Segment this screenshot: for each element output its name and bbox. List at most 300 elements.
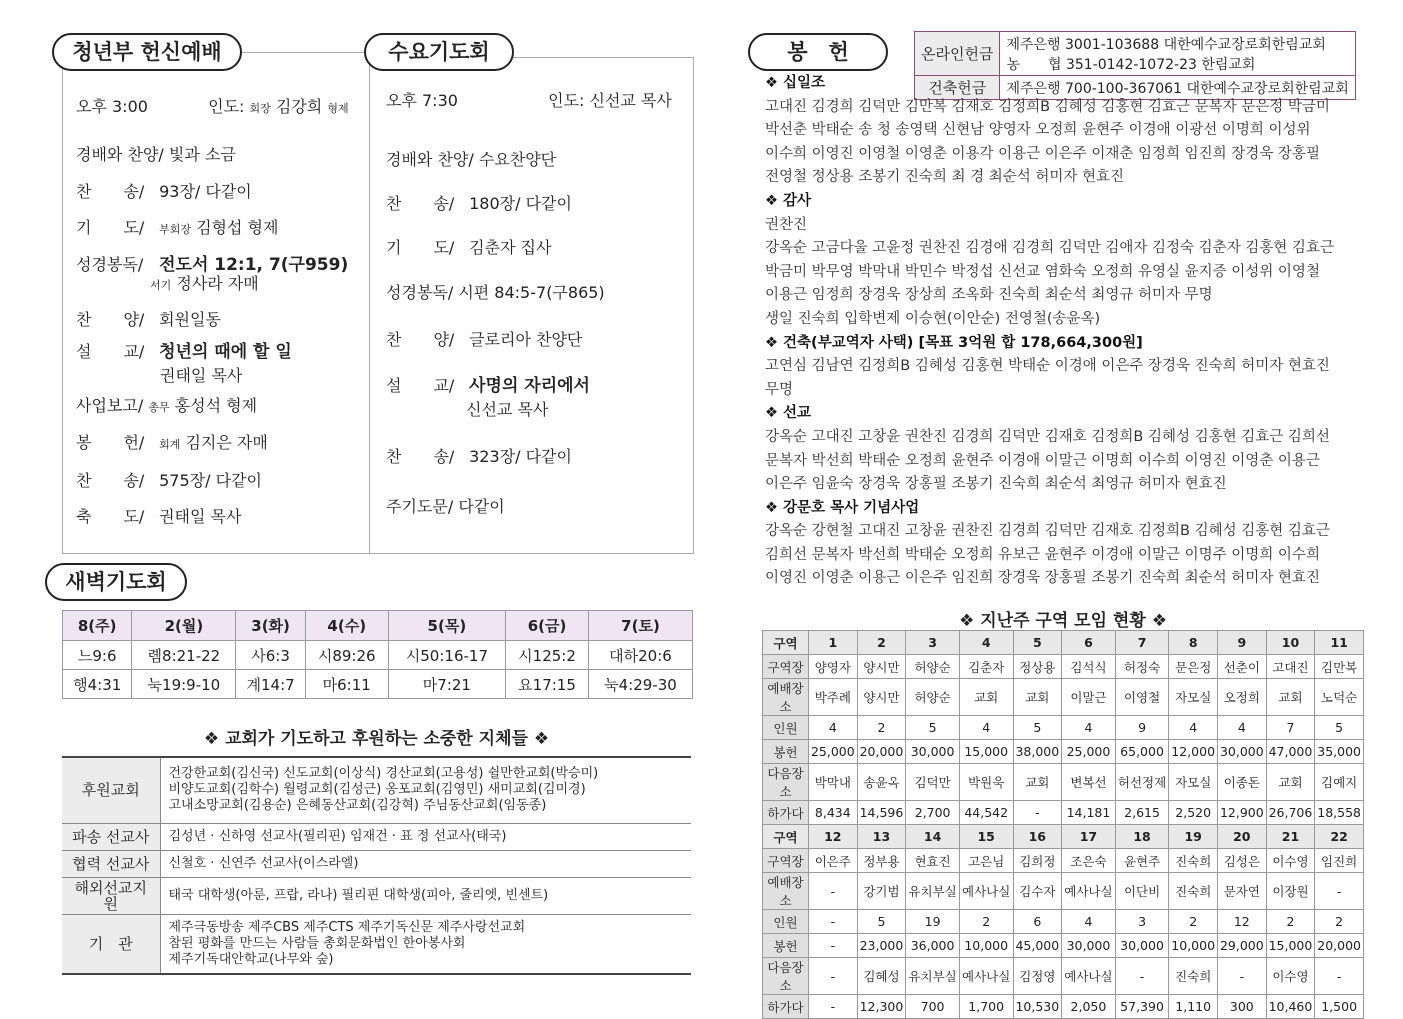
district-cell: - bbox=[1115, 958, 1169, 995]
district-cell: 김덕만 bbox=[906, 764, 960, 801]
verse-cell: 대하20:6 bbox=[588, 641, 692, 670]
verse-cell: 시125:2 bbox=[506, 641, 589, 670]
item-label: 찬 양/ bbox=[386, 330, 455, 349]
district-cell: 이수영 bbox=[1266, 958, 1315, 995]
support-row bbox=[62, 877, 691, 914]
name-line: 권찬진 bbox=[765, 216, 808, 233]
district-cell: 12,300 bbox=[857, 995, 906, 1019]
district-row-label: 구역장 bbox=[763, 655, 809, 679]
verse-cell: 행4:31 bbox=[63, 670, 132, 699]
youth-item bbox=[76, 255, 348, 275]
support-key: 해외선교지원 bbox=[62, 877, 160, 914]
district-cell: - bbox=[809, 995, 858, 1019]
wed-item-sub bbox=[466, 400, 548, 420]
district-cell: 10,530 bbox=[1013, 995, 1062, 1019]
district-cell: 9 bbox=[1115, 716, 1169, 740]
district-cell: 38,000 bbox=[1013, 740, 1062, 764]
name-line: 문복자 박선희 박태순 오정희 윤현주 이경애 이말근 이명희 이수희 이영진 이영춘 이용근 bbox=[765, 452, 1320, 469]
day-cell: 2(월) bbox=[132, 611, 236, 641]
district-cell: 5 bbox=[1013, 631, 1062, 655]
district-cell: 자모실 bbox=[1169, 679, 1218, 716]
item-value: 575장/ 다같이 bbox=[159, 471, 262, 490]
wed-item bbox=[386, 238, 551, 258]
item-label: 설 교/ bbox=[386, 376, 455, 395]
district-cell: 19 bbox=[906, 910, 960, 934]
item-value: 권태일 목사 bbox=[159, 507, 242, 526]
name-line: 고대진 김경희 김덕만 김만복 김재호 김정희B 김혜성 김홍현 김효근 문복자 문은정 박금미 bbox=[765, 98, 1330, 115]
district-cell: 1,110 bbox=[1169, 995, 1218, 1019]
dawn-row bbox=[63, 641, 693, 670]
district-cell: 36,000 bbox=[906, 934, 960, 958]
item-value: 323장/ 다같이 bbox=[469, 447, 572, 466]
district-cell: 양시만 bbox=[857, 655, 906, 679]
youth-leader-prefix: 인도: bbox=[208, 97, 245, 116]
district-cell: 2 bbox=[1315, 910, 1364, 934]
section-heading: ❖ 건축(부교역자 사택) [목표 3억원 합 178,664,300원] bbox=[765, 334, 1143, 351]
district-cell: 2 bbox=[1169, 910, 1218, 934]
district-cell: 13 bbox=[857, 825, 906, 849]
item-label: 축 도/ bbox=[76, 507, 145, 526]
district-cell: 700 bbox=[906, 995, 960, 1019]
item-role: 회계 bbox=[159, 438, 181, 451]
support-line: 김성년 · 신하영 선교사(필리핀) 임재건 · 표 정 선교사(태국) bbox=[160, 823, 691, 850]
district-cell: 임진희 bbox=[1315, 849, 1364, 873]
verse-cell: 시89:26 bbox=[305, 641, 388, 670]
name-line: 이영진 이영춘 이용근 이은주 임진희 장경욱 장홍필 조봉기 진숙희 최순석 허미자 현효진 bbox=[765, 570, 1320, 587]
sermon-title: 사명의 자리에서 bbox=[469, 376, 590, 396]
name-line: 이용근 임정희 장경욱 장상희 조옥화 진숙희 최순석 최영규 허미자 무명 bbox=[765, 287, 1213, 304]
district-cell: 30,000 bbox=[1062, 934, 1116, 958]
district-cell: 12,000 bbox=[1169, 740, 1218, 764]
verse-cell: 눅19:9-10 bbox=[132, 670, 236, 699]
district-cell: 김만복 bbox=[1315, 655, 1364, 679]
sermon-title: 청년의 때에 할 일 bbox=[159, 342, 292, 362]
youth-item bbox=[76, 310, 221, 330]
row-hagada bbox=[763, 995, 1364, 1019]
district-cell: 양영자 bbox=[809, 655, 858, 679]
support-line: 참된 평화를 만드는 사람들 총회문화법인 한아봉사회 bbox=[168, 935, 466, 951]
district-cell: 10 bbox=[1266, 631, 1315, 655]
district-cell: 2 bbox=[857, 631, 906, 655]
support-key: 기 관 bbox=[62, 914, 160, 974]
district-cell: 15 bbox=[959, 825, 1013, 849]
row-hagada bbox=[763, 801, 1364, 825]
verse-cell: 눅4:29-30 bbox=[588, 670, 692, 699]
district-cell: 16 bbox=[1013, 825, 1062, 849]
district-cell: 이은주 bbox=[809, 849, 858, 873]
name-line: 강옥순 강현철 고대진 고창윤 권찬진 김경희 김덕만 김재호 김정희B 김혜성 김홍현 김효근 bbox=[765, 523, 1330, 540]
row-place bbox=[763, 873, 1364, 910]
district-row-label: 인원 bbox=[763, 910, 809, 934]
youth-title: 청년부 헌신예배 bbox=[52, 33, 242, 71]
row-place bbox=[763, 679, 1364, 716]
district-cell: 8 bbox=[1169, 631, 1218, 655]
item-value: 권태일 목사 bbox=[160, 366, 243, 385]
wed-box bbox=[369, 57, 694, 554]
district-cell: 김석식 bbox=[1062, 655, 1116, 679]
district-cell: 이말근 bbox=[1062, 679, 1116, 716]
support-values bbox=[160, 914, 691, 974]
youth-leader-suffix: 형제 bbox=[327, 102, 349, 115]
district-cell: 20 bbox=[1218, 825, 1267, 849]
item-label: 설 교/ bbox=[76, 342, 145, 361]
youth-item bbox=[76, 433, 268, 455]
district-cell: 12,900 bbox=[1218, 801, 1267, 825]
district-cell: 2 bbox=[857, 716, 906, 740]
wed-item bbox=[386, 497, 505, 517]
offering-sections bbox=[765, 72, 1365, 591]
youth-time: 오후 3:00 bbox=[76, 97, 148, 116]
district-row-label: 봉헌 bbox=[763, 740, 809, 764]
item-value: 김지은 자매 bbox=[185, 433, 268, 452]
district-cell: 6 bbox=[1013, 910, 1062, 934]
district-cell: 20,000 bbox=[1315, 934, 1364, 958]
district-row-label: 구역장 bbox=[763, 849, 809, 873]
verse-cell: 사6:3 bbox=[236, 641, 305, 670]
district-cell: 44,542 bbox=[959, 801, 1013, 825]
district-cell: 10,000 bbox=[959, 934, 1013, 958]
item-value: 전도서 12:1, 7(구959) bbox=[159, 255, 349, 275]
district-cell: 5 bbox=[906, 716, 960, 740]
offering-title: 봉 헌 bbox=[748, 33, 888, 71]
name-line: 전영철 정상용 조봉기 진숙희 최 경 최순석 허미자 현효진 bbox=[765, 169, 1125, 186]
youth-item-sub bbox=[160, 366, 242, 386]
item-value: 글로리아 찬양단 bbox=[469, 330, 583, 349]
section-heading: ❖ 선교 bbox=[765, 405, 812, 422]
district-cell: 진숙희 bbox=[1169, 849, 1218, 873]
district-cell: 25,000 bbox=[1062, 740, 1116, 764]
district-cell: 2,050 bbox=[1062, 995, 1116, 1019]
district-cell: 5 bbox=[1013, 716, 1062, 740]
district-cell: 이단비 bbox=[1115, 873, 1169, 910]
name-line: 박금미 박무영 박막내 박민수 박정섭 신선교 염화숙 오정희 유영실 윤지증 이성위 이영철 bbox=[765, 263, 1320, 280]
item-value: 홍성석 형제 bbox=[174, 396, 258, 415]
item-label: 봉 헌/ bbox=[76, 433, 145, 452]
district-cell: 4 bbox=[809, 716, 858, 740]
wed-item bbox=[386, 283, 605, 303]
district-cell: 35,000 bbox=[1315, 740, 1364, 764]
district-cell: 1,700 bbox=[959, 995, 1013, 1019]
youth-item bbox=[76, 342, 292, 362]
district-row-label: 구역 bbox=[763, 825, 809, 849]
district-cell: 김희정 bbox=[1013, 849, 1062, 873]
item-label: 찬 송/ bbox=[76, 471, 145, 490]
district-cell: 노덕순 bbox=[1315, 679, 1364, 716]
district-cell: 강기범 bbox=[857, 873, 906, 910]
district-cell: 65,000 bbox=[1115, 740, 1169, 764]
item-value: 빛과 소금 bbox=[168, 145, 236, 164]
day-cell: 3(화) bbox=[236, 611, 305, 641]
support-table bbox=[62, 756, 691, 975]
district-cell: 14 bbox=[906, 825, 960, 849]
verse-cell: 마7:21 bbox=[388, 670, 505, 699]
district-row-label: 봉헌 bbox=[763, 934, 809, 958]
account-line: 농 협 351-0142-1072-23 한림교회 bbox=[1006, 56, 1256, 73]
district-cell: - bbox=[809, 958, 858, 995]
district-cell: 허선정제 bbox=[1115, 764, 1169, 801]
district-cell: 17 bbox=[1062, 825, 1116, 849]
district-cell: 문자연 bbox=[1218, 873, 1267, 910]
district-cell: - bbox=[1218, 958, 1267, 995]
verse-cell: 시50:16-17 bbox=[388, 641, 505, 670]
district-row-label: 예배장소 bbox=[763, 679, 809, 716]
item-label: 성경봉독/ bbox=[76, 255, 144, 274]
support-row bbox=[62, 914, 691, 974]
district-cell: 8,434 bbox=[809, 801, 858, 825]
row-leader bbox=[763, 849, 1364, 873]
support-key: 후원교회 bbox=[62, 757, 160, 823]
district-cell: 2,700 bbox=[906, 801, 960, 825]
day-cell: 7(토) bbox=[588, 611, 692, 641]
youth-item bbox=[76, 507, 241, 527]
day-cell: 4(수) bbox=[305, 611, 388, 641]
wed-time-row bbox=[386, 91, 672, 111]
district-cell: 유치부실 bbox=[906, 958, 960, 995]
district-cell: 19 bbox=[1169, 825, 1218, 849]
district-cell: 1,500 bbox=[1315, 995, 1364, 1019]
district-cell: 예사나실 bbox=[1062, 873, 1116, 910]
item-role: 부회장 bbox=[159, 223, 191, 236]
item-label: 경배와 찬양/ bbox=[76, 145, 164, 164]
section-heading: ❖ 감사 bbox=[765, 192, 812, 209]
item-label: 경배와 찬양/ bbox=[386, 150, 474, 169]
row-leader bbox=[763, 655, 1364, 679]
district-cell: 허정숙 bbox=[1115, 655, 1169, 679]
item-value: 김춘자 집사 bbox=[469, 238, 552, 257]
district-cell: 5 bbox=[1315, 716, 1364, 740]
district-cell: 2 bbox=[1266, 910, 1315, 934]
district-cell: 문은정 bbox=[1169, 655, 1218, 679]
item-role: 서기 bbox=[150, 279, 172, 292]
support-row bbox=[62, 823, 691, 850]
district-cell: 오정희 bbox=[1218, 679, 1267, 716]
district-cell: 교회 bbox=[959, 679, 1013, 716]
district-cell: 박원욱 bbox=[959, 764, 1013, 801]
item-label: 기 도/ bbox=[386, 238, 455, 257]
district-cell: 11 bbox=[1315, 631, 1364, 655]
district-cell: 5 bbox=[857, 910, 906, 934]
district-table bbox=[762, 630, 1364, 1019]
row-count bbox=[763, 910, 1364, 934]
online-accounts bbox=[1000, 32, 1355, 76]
district-cell: 12 bbox=[1218, 910, 1267, 934]
name-line: 강옥순 고금다울 고윤정 권찬진 김경애 김경희 김덕만 김애자 김정숙 김춘자 김홍현 김효근 bbox=[765, 240, 1334, 257]
district-cell: 고은님 bbox=[959, 849, 1013, 873]
dawn-table bbox=[62, 610, 693, 699]
wed-time: 오후 7:30 bbox=[386, 91, 458, 110]
item-value: 김형섭 형제 bbox=[196, 218, 279, 237]
item-label: 성경봉독/ bbox=[386, 283, 454, 302]
support-line: 비양도교회(김학수) 월령교회(김성근) 옹포교회(김영민) 새미교회(김미경) bbox=[168, 782, 586, 798]
support-line: 신철호 · 신연주 선교사(이스라엘) bbox=[160, 850, 691, 877]
item-label: 찬 송/ bbox=[386, 447, 455, 466]
verse-cell: 롐8:21-22 bbox=[132, 641, 236, 670]
district-cell: 26,706 bbox=[1266, 801, 1315, 825]
district-cell: 23,000 bbox=[857, 934, 906, 958]
build-account: 제주은행 700-100-367061 대한예수교장로회한림교회 bbox=[1000, 76, 1355, 100]
district-cell: - bbox=[1315, 958, 1364, 995]
name-line: 박선춘 박태순 송 청 송영택 신현남 양영자 오정희 윤현주 이경애 이광선 이명희 이성위 bbox=[765, 122, 1311, 139]
row-offering bbox=[763, 740, 1364, 764]
youth-item-sub bbox=[150, 274, 259, 296]
support-title: ❖ 교회가 기도하고 후원하는 소중한 지체들 ❖ bbox=[203, 729, 550, 749]
district-cell: 22 bbox=[1315, 825, 1364, 849]
district-cell: 교회 bbox=[1266, 764, 1315, 801]
district-cell: - bbox=[1013, 801, 1062, 825]
wed-item bbox=[386, 376, 590, 396]
district-cell: 변복선 bbox=[1062, 764, 1116, 801]
row-district-no bbox=[763, 631, 1364, 655]
district-cell: 고대진 bbox=[1266, 655, 1315, 679]
dawn-days-row bbox=[63, 611, 693, 641]
district-cell: 이수영 bbox=[1266, 849, 1315, 873]
build-label: 건축헌금 bbox=[915, 76, 1000, 100]
item-role: 총무 bbox=[148, 401, 170, 414]
item-value: 다같이 bbox=[458, 497, 505, 516]
district-cell: 57,390 bbox=[1115, 995, 1169, 1019]
youth-item bbox=[76, 396, 257, 418]
district-cell: 15,000 bbox=[959, 740, 1013, 764]
item-value: 정사라 자매 bbox=[176, 274, 259, 293]
district-cell: 47,000 bbox=[1266, 740, 1315, 764]
district-cell: 양시만 bbox=[857, 679, 906, 716]
district-cell: 30,000 bbox=[1218, 740, 1267, 764]
dawn-title: 새벽기도회 bbox=[45, 563, 187, 601]
item-value: 회원일동 bbox=[159, 310, 221, 329]
district-cell: 교회 bbox=[1013, 764, 1062, 801]
day-cell: 8(주) bbox=[63, 611, 132, 641]
youth-leader-name: 김강희 bbox=[275, 97, 323, 116]
district-cell: 300 bbox=[1218, 995, 1267, 1019]
name-line: 이은주 임윤숙 장경욱 장홍필 조봉기 진숙희 최순석 최영규 허미자 현효진 bbox=[765, 476, 1227, 493]
district-cell: 4 bbox=[959, 631, 1013, 655]
district-cell: 허양순 bbox=[906, 679, 960, 716]
item-label: 사업보고/ bbox=[76, 396, 144, 415]
district-cell: 김정영 bbox=[1013, 958, 1062, 995]
row-offering bbox=[763, 934, 1364, 958]
online-row bbox=[915, 32, 1356, 76]
district-cell: 김춘자 bbox=[959, 655, 1013, 679]
district-cell: 10,000 bbox=[1169, 934, 1218, 958]
district-cell: 18 bbox=[1115, 825, 1169, 849]
item-label: 찬 양/ bbox=[76, 310, 145, 329]
dawn-row bbox=[63, 670, 693, 699]
youth-item bbox=[76, 218, 278, 240]
support-values bbox=[160, 757, 691, 823]
district-row-label: 예배장소 bbox=[763, 873, 809, 910]
district-cell: 진숙희 bbox=[1169, 873, 1218, 910]
support-line: 태국 대학생(아룬, 프랍, 라나) 필리핀 대학생(피아, 줄리엣, 빈센트) bbox=[160, 877, 691, 914]
district-cell: - bbox=[809, 873, 858, 910]
district-cell: 25,000 bbox=[809, 740, 858, 764]
district-cell: 7 bbox=[1266, 716, 1315, 740]
district-cell: - bbox=[809, 934, 858, 958]
district-cell: 허양순 bbox=[906, 655, 960, 679]
district-cell: 유치부실 bbox=[906, 873, 960, 910]
district-cell: 교회 bbox=[1013, 679, 1062, 716]
district-cell: 2,520 bbox=[1169, 801, 1218, 825]
district-cell: 20,000 bbox=[857, 740, 906, 764]
name-line: 무명 bbox=[765, 381, 794, 398]
district-cell: 선춘이 bbox=[1218, 655, 1267, 679]
district-cell: 김수자 bbox=[1013, 873, 1062, 910]
district-cell: 12 bbox=[809, 825, 858, 849]
day-cell: 5(목) bbox=[388, 611, 505, 641]
online-label: 온라인헌금 bbox=[915, 32, 1000, 76]
district-cell: 4 bbox=[1062, 910, 1116, 934]
district-cell: 예사나실 bbox=[1062, 958, 1116, 995]
verse-cell: 계14:7 bbox=[236, 670, 305, 699]
district-cell: 윤현주 bbox=[1115, 849, 1169, 873]
day-cell: 6(금) bbox=[506, 611, 589, 641]
youth-item bbox=[76, 182, 252, 202]
district-row-label: 하가다 bbox=[763, 995, 809, 1019]
district-cell: 30,000 bbox=[906, 740, 960, 764]
wed-leader: 인도: 신선교 목사 bbox=[548, 91, 672, 110]
district-title: ❖ 지난주 구역 모임 현황 ❖ bbox=[959, 611, 1167, 631]
district-cell: 14,181 bbox=[1062, 801, 1116, 825]
section-heading: ❖ 십일조 bbox=[765, 75, 826, 91]
district-cell: 2 bbox=[959, 910, 1013, 934]
support-key: 협력 선교사 bbox=[62, 850, 160, 877]
district-cell: 김혜성 bbox=[857, 958, 906, 995]
district-cell: 정부용 bbox=[857, 849, 906, 873]
district-cell: 조은숙 bbox=[1062, 849, 1116, 873]
district-cell: 김예지 bbox=[1315, 764, 1364, 801]
support-row bbox=[62, 850, 691, 877]
verse-cell: 요17:15 bbox=[506, 670, 589, 699]
row-next-place bbox=[763, 958, 1364, 995]
district-row-label: 하가다 bbox=[763, 801, 809, 825]
support-row bbox=[62, 757, 691, 823]
support-line: 제주기독대안학교(나무와 숲) bbox=[168, 951, 334, 967]
name-line: 김희선 문복자 박선희 박태순 오정희 유보근 윤현주 이경애 이말근 이명주 이명희 이수희 bbox=[765, 546, 1320, 563]
wed-item bbox=[386, 447, 572, 467]
youth-item bbox=[76, 471, 262, 491]
district-cell: 4 bbox=[959, 716, 1013, 740]
district-cell: 4 bbox=[1062, 716, 1116, 740]
item-value: 신선교 목사 bbox=[466, 400, 549, 419]
district-cell: 정상용 bbox=[1013, 655, 1062, 679]
district-cell: 9 bbox=[1218, 631, 1267, 655]
district-cell: 7 bbox=[1115, 631, 1169, 655]
district-cell: 3 bbox=[1115, 910, 1169, 934]
name-line: 생일 진숙희 입학변제 이승현(이안순) 전영철(송윤옥) bbox=[765, 310, 1101, 327]
youth-time-row bbox=[76, 97, 349, 119]
district-cell: 교회 bbox=[1266, 679, 1315, 716]
row-next-place bbox=[763, 764, 1364, 801]
district-cell: 30,000 bbox=[1115, 934, 1169, 958]
district-cell: 이종돈 bbox=[1218, 764, 1267, 801]
district-cell: 14,596 bbox=[857, 801, 906, 825]
district-cell: 이장원 bbox=[1266, 873, 1315, 910]
item-label: 기 도/ bbox=[76, 218, 145, 237]
section-heading: ❖ 강문호 목사 기념사업 bbox=[765, 499, 920, 516]
district-cell: 29,000 bbox=[1218, 934, 1267, 958]
support-line: 고내소망교회(김용순) 은혜동산교회(김강혁) 주님동산교회(임동종) bbox=[168, 798, 547, 814]
item-label: 찬 송/ bbox=[76, 182, 145, 201]
district-cell: 45,000 bbox=[1013, 934, 1062, 958]
district-row-label: 다음장소 bbox=[763, 764, 809, 801]
district-cell: 1 bbox=[809, 631, 858, 655]
name-line: 이수희 이영진 이영철 이영춘 이용각 이용근 이은주 이재춘 임정희 임진희 장경욱 장홍필 bbox=[765, 145, 1320, 162]
district-cell: 21 bbox=[1266, 825, 1315, 849]
district-cell: 4 bbox=[1218, 716, 1267, 740]
district-cell: 2,615 bbox=[1115, 801, 1169, 825]
district-cell: 3 bbox=[906, 631, 960, 655]
youth-leader-role: 회장 bbox=[249, 102, 271, 115]
name-line: 고연심 김남연 김정희B 김혜성 김홍현 박태순 이경애 이은주 장경욱 진숙희 허미자 현효진 bbox=[765, 358, 1330, 375]
